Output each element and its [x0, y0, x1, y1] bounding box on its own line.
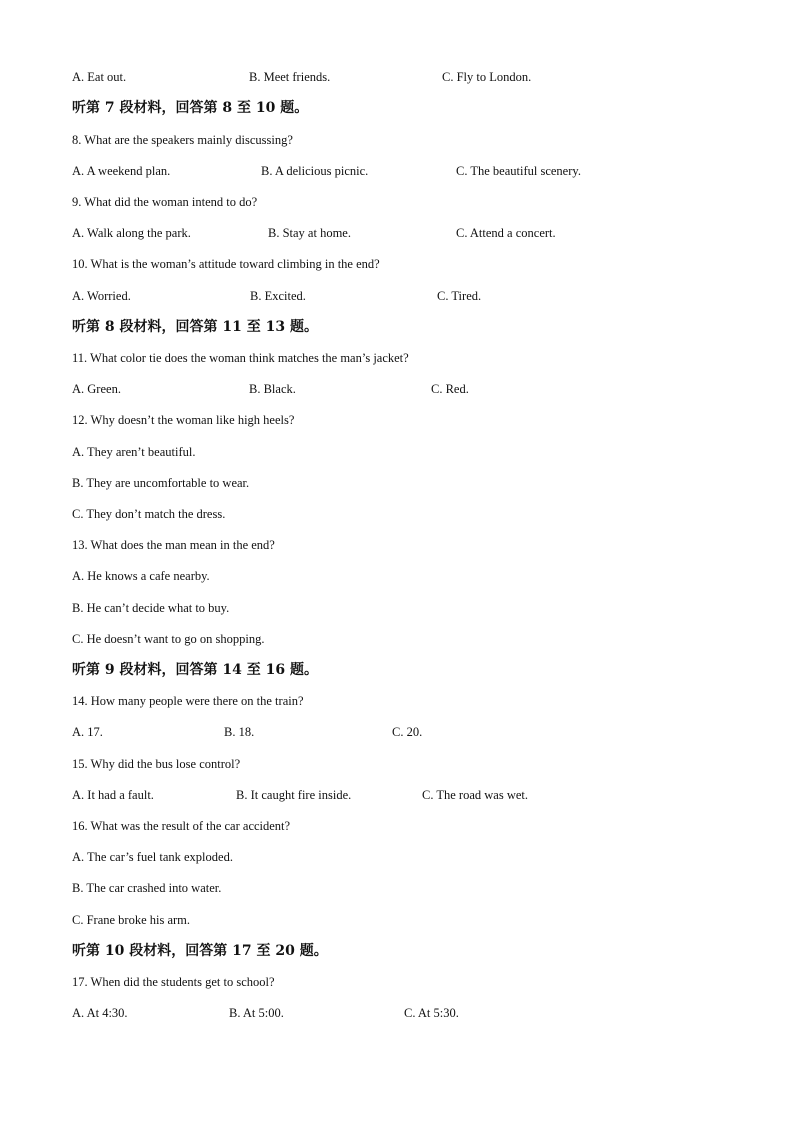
question-text: A. They aren’t beautiful.: [72, 445, 196, 459]
answer-option: B. Meet friends.: [249, 70, 331, 84]
question-text: 14. How many people were there on the train?: [72, 694, 304, 708]
answer-option: C. The beautiful scenery.: [456, 164, 581, 178]
answer-option: A. Eat out.: [72, 70, 127, 84]
question-text: 10. What is the woman’s attitude toward climbing in the end?: [72, 257, 380, 271]
question-text: B. The car crashed into water.: [72, 881, 222, 895]
answer-option: C. At 5:30.: [404, 1006, 459, 1020]
question-text: 13. What does the man mean in the end?: [72, 538, 275, 552]
question-text: 9. What did the woman intend to do?: [72, 195, 258, 209]
answer-option: C. 20.: [392, 725, 423, 739]
question-text: A. The car’s fuel tank exploded.: [72, 850, 233, 864]
answer-option: C. Tired.: [437, 289, 482, 303]
answer-option: A. Worried.: [72, 289, 131, 303]
answer-option: C. Fly to London.: [442, 70, 532, 84]
question-text: C. Frane broke his arm.: [72, 913, 191, 927]
section-heading: 听第 9 段材料，回答第 14 至 16 题。: [72, 662, 318, 678]
answer-option: A. At 4:30.: [72, 1006, 128, 1020]
answer-option: A. 17.: [72, 725, 103, 739]
answer-option: A. Walk along the park.: [72, 226, 191, 240]
answer-option: C. Red.: [431, 382, 469, 396]
question-text: A. He knows a cafe nearby.: [72, 569, 210, 583]
question-text: 8. What are the speakers mainly discussing?: [72, 133, 293, 147]
question-text: 16. What was the result of the car accident?: [72, 819, 291, 833]
answer-option: C. Attend a concert.: [456, 226, 556, 240]
question-text: 17. When did the students get to school?: [72, 975, 275, 989]
section-heading: 听第 10 段材料，回答第 17 至 20 题。: [72, 943, 328, 959]
question-text: B. They are uncomfortable to wear.: [72, 476, 250, 490]
answer-option: A. It had a fault.: [72, 788, 154, 802]
answer-option: A. Green.: [72, 382, 121, 396]
section-heading: 听第 8 段材料，回答第 11 至 13 题。: [72, 319, 318, 335]
question-text: 11. What color tie does the woman think matches the man’s jacket?: [72, 351, 409, 365]
answer-option: A. A weekend plan.: [72, 164, 171, 178]
answer-option: B. Black.: [249, 382, 296, 396]
question-text: C. They don’t match the dress.: [72, 507, 226, 521]
answer-option: B. Stay at home.: [268, 226, 351, 240]
section-heading: 听第 7 段材料，回答第 8 至 10 题。: [72, 100, 309, 116]
question-text: 12. Why doesn’t the woman like high heels?: [72, 413, 295, 427]
answer-option: B. It caught fire inside.: [236, 788, 352, 802]
answer-option: B. Excited.: [250, 289, 306, 303]
answer-option: B. 18.: [224, 725, 255, 739]
answer-option: B. A delicious picnic.: [261, 164, 369, 178]
answer-option: B. At 5:00.: [229, 1006, 284, 1020]
question-text: C. He doesn’t want to go on shopping.: [72, 632, 265, 646]
question-text: 15. Why did the bus lose control?: [72, 757, 241, 771]
answer-option: C. The road was wet.: [422, 788, 528, 802]
question-text: B. He can’t decide what to buy.: [72, 601, 230, 615]
